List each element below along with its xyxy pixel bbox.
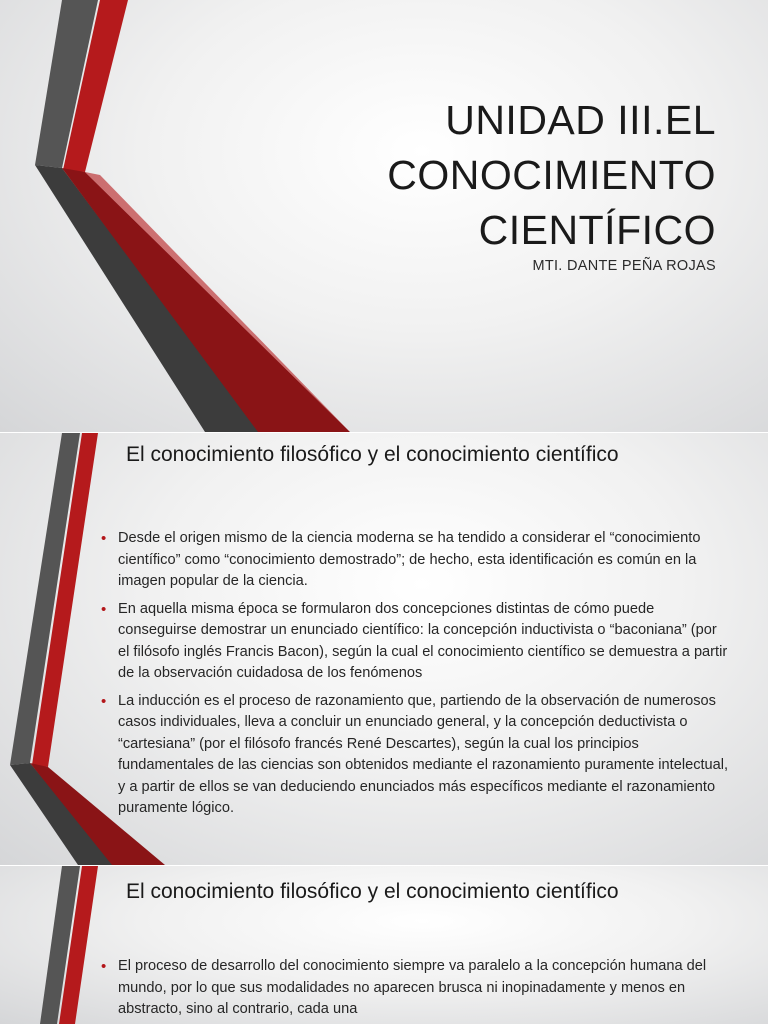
- content-slide-1: [0, 433, 768, 865]
- bullet-item: [101, 599, 729, 685]
- bullet-text: Desde el origen mismo de la ciencia moderna se ha tendido a considerar el “conocimiento científico” como “conocimiento demostrado”; de hecho, esta identificación es común en la imagen popular de la ciencia.: [118, 530, 701, 589]
- title-line-3: CIENTÍFICO: [478, 207, 716, 253]
- bullet-list: [101, 528, 729, 826]
- title-line-1: UNIDAD III.EL: [445, 97, 716, 143]
- slide-title: [286, 93, 716, 258]
- bullet-text: El proceso de desarrollo del conocimiento siempre va paralelo a la concepción humana del mundo, por lo que sus modalidades no aparecen brusca ni inopinadamente y menos en abstracto, sino al contrario, cada una: [118, 958, 707, 1017]
- content-slide-2: [0, 866, 768, 1024]
- bullet-icon: •: [101, 692, 107, 710]
- bullet-list: [101, 956, 729, 1024]
- title-line-2: CONOCIMIENTO: [387, 152, 716, 198]
- bullet-text: La inducción es el proceso de razonamiento que, partiendo de la observación de numerosos casos individuales, lleva a concluir un enunciado general, y la concepción deductivista o “cartesiana” (por el filósofo francés René Descartes), según la cual los principios fundamentales de las ciencias son obtenidos mediante el razonamiento puramente intelectual, y a partir de ellos se van deduciendo enunciados más específicos mediante el razonamiento puramente lógico.: [118, 692, 729, 816]
- bullet-icon: •: [101, 600, 107, 618]
- bullet-item: [101, 691, 729, 820]
- bullet-item: [101, 528, 729, 593]
- slide-heading: El conocimiento filosófico y el conocimiento científico: [126, 880, 619, 903]
- bullet-text: En aquella misma época se formularon dos concepciones distintas de cómo puede conseguirse demostrar un enunciado científico: la concepción inductivista o “baconiana” (por el filósofo inglés Francis Bacon), según la cual el conocimiento científico se demuestra a partir de la observación cuidadosa de los fenómenos: [118, 600, 728, 681]
- bullet-icon: •: [101, 958, 107, 975]
- slide-subtitle: MTI. DANTE PEÑA ROJAS: [532, 258, 716, 274]
- dark-stripe-lower: [35, 165, 260, 432]
- title-slide: [0, 0, 768, 432]
- bullet-item: [101, 956, 729, 1021]
- slide-heading: El conocimiento filosófico y el conocimiento científico: [126, 443, 619, 466]
- bullet-icon: •: [101, 530, 107, 547]
